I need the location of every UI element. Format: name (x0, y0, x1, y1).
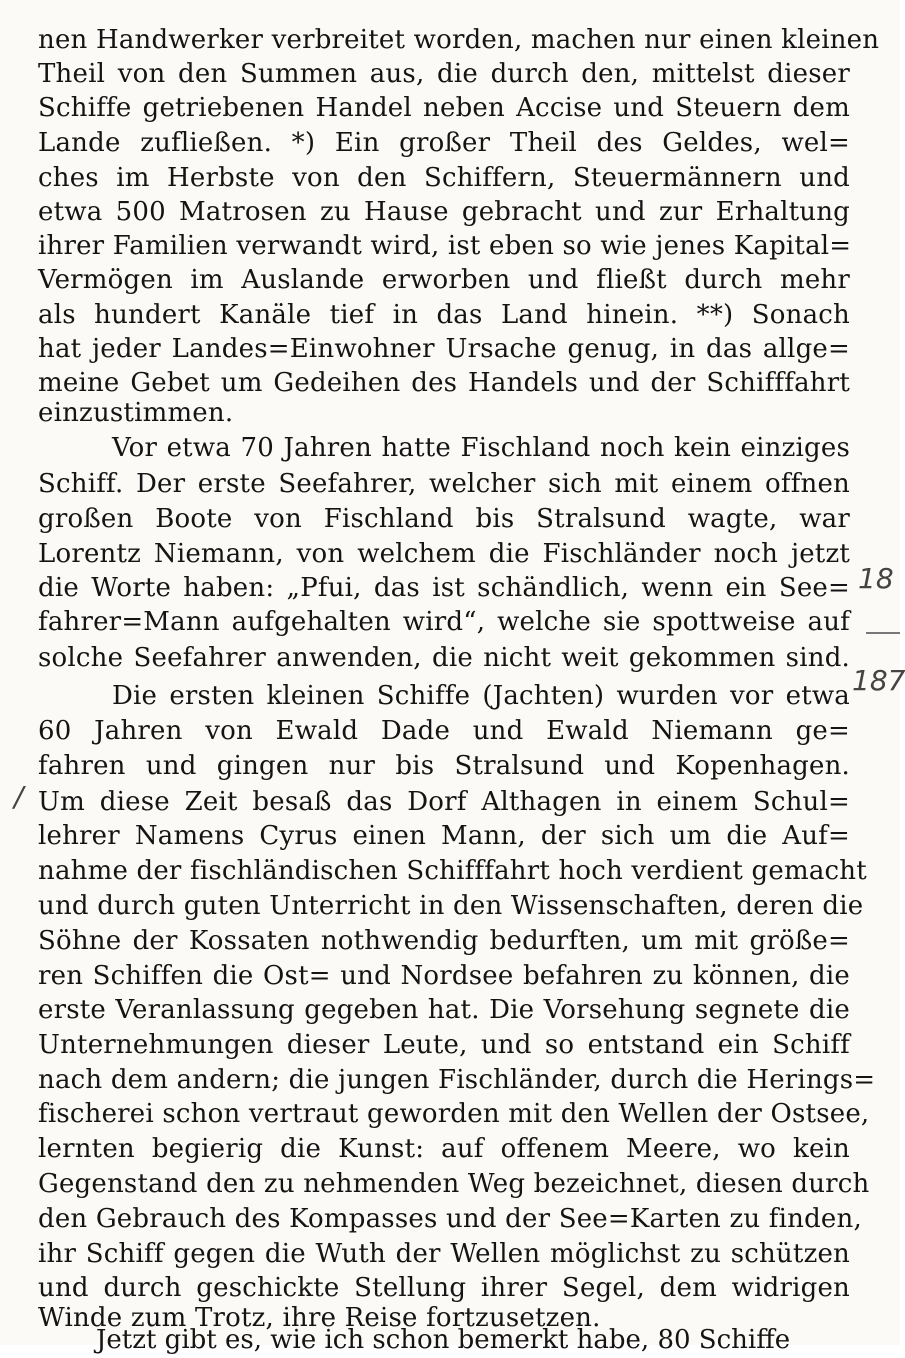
text-line: ihr Schiff gegen die Wuth der Wellen möglichst zu schützen (38, 1239, 850, 1269)
text-line: ihrer Familien verwandt wird, ist eben so wie jenes Kapital= (38, 231, 852, 261)
margin-note-bottom: 187 (852, 664, 905, 697)
text-line: Unternehmungen dieser Leute, und so entstand ein Schiff (38, 1030, 850, 1060)
paragraph-start-line: Vor etwa 70 Jahren hatte Fischland noch kein einziges (112, 433, 850, 463)
text-line: Söhne der Kossaten nothwendig bedurften, um mit größe= (38, 926, 850, 956)
text-line: Gegenstand den zu nehmenden Weg bezeichnet, diesen durch (38, 1169, 870, 1199)
text-line: solche Seefahrer anwenden, die nicht weit gekommen sind. (38, 643, 850, 673)
text-line: 60 Jahren von Ewald Dade und Ewald Niemann ge= (38, 716, 850, 746)
margin-rule (866, 632, 900, 634)
text-line: etwa 500 Matrosen zu Hause gebracht und zur Erhaltung (38, 197, 850, 227)
text-line: hat jeder Landes=Einwohner Ursache genug, in das allge= (38, 334, 850, 364)
text-line: Um diese Zeit besaß das Dorf Althagen in einem Schul= (38, 787, 850, 817)
text-line: erste Veranlassung gegeben hat. Die Vorsehung segnete die (38, 995, 850, 1025)
text-line: nahme der fischländischen Schifffahrt hoch verdient gemacht (38, 856, 867, 886)
text-line: ches im Herbste von den Schiffern, Steuermännern und (38, 163, 850, 193)
text-line: fischerei schon vertraut geworden mit den Wellen der Ostsee, (38, 1099, 870, 1129)
text-line: als hundert Kanäle tief in das Land hinein. **) Sonach (38, 300, 850, 330)
text-line: Schiffe getriebenen Handel neben Accise und Steuern dem (38, 93, 850, 123)
text-line: den Gebrauch des Kompasses und der See=Karten zu finden, (38, 1204, 862, 1234)
text-line: Winde zum Trotz, ihre Reise fortzusetzen. (38, 1303, 601, 1333)
text-line: einzustimmen. (38, 398, 234, 428)
text-line: lehrer Namens Cyrus einen Mann, der sich um die Auf= (38, 821, 850, 851)
text-line: Schiff. Der erste Seefahrer, welcher sich mit einem offnen (38, 469, 850, 499)
text-line: und durch guten Unterricht in den Wissenschaften, deren die (38, 891, 864, 921)
text-line: und durch geschickte Stellung ihrer Segel, dem widrigen (38, 1273, 850, 1303)
text-line: nach dem andern; die jungen Fischländer, durch die Herings= (38, 1065, 876, 1095)
cut-off-line-text: Jetzt gibt es, wie ich schon bemerkt habe, 80 Schiffe (96, 1325, 791, 1355)
text-line: lernten begierig die Kunst: auf offenem Meere, wo kein (38, 1134, 850, 1164)
margin-note-top: 18 (858, 562, 894, 595)
cut-off-line (38, 1322, 850, 1355)
text-line: fahren und gingen nur bis Stralsund und Kopenhagen. (38, 751, 850, 781)
paragraph-start-line: Die ersten kleinen Schiffe (Jachten) wurden vor etwa (112, 681, 850, 711)
margin-mark-left: / (14, 780, 24, 813)
text-line: großen Boote von Fischland bis Stralsund wagte, war (38, 504, 850, 534)
text-line: Theil von den Summen aus, die durch den, mittelst dieser (38, 59, 850, 89)
text-line: Lande zufließen. *) Ein großer Theil des Geldes, wel= (38, 128, 850, 158)
text-line: ren Schiffen die Ost= und Nordsee befahren zu können, die (38, 961, 850, 991)
text-line: fahrer=Mann aufgehalten wird“, welche sie spottweise auf (38, 607, 850, 637)
text-line: nen Handwerker verbreitet worden, machen nur einen kleinen (38, 25, 880, 55)
text-line: Lorentz Niemann, von welchem die Fischländer noch jetzt (38, 539, 850, 569)
text-line: Vermögen im Auslande erworben und fließt durch mehr (38, 265, 850, 295)
text-line: meine Gebet um Gedeihen des Handels und der Schifffahrt (38, 368, 850, 398)
text-line: die Worte haben: „Pfui, das ist schändlich, wenn ein See= (38, 573, 850, 603)
